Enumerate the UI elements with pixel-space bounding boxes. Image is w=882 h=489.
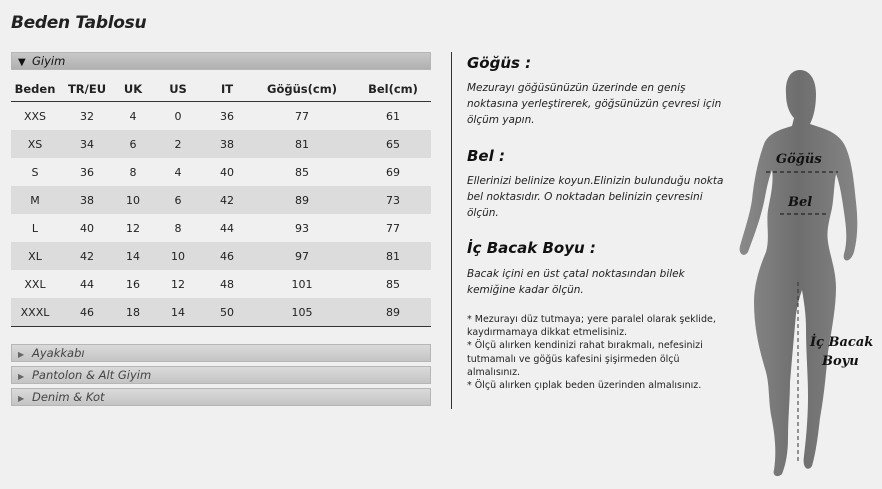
table-cell: 85 [386, 277, 400, 291]
table-cell: 38 [59, 186, 115, 214]
body-figure [730, 52, 882, 485]
table-cell: 8 [174, 221, 182, 235]
table-cell: 40 [80, 221, 94, 235]
table-cell: 36 [220, 109, 234, 123]
table-cell: 14 [115, 242, 151, 270]
column-header: US [151, 77, 205, 102]
table-cell: 36 [80, 165, 94, 179]
column-header: UK [115, 77, 151, 102]
table-row [11, 102, 431, 131]
table-cell: XXS [23, 109, 47, 123]
figure-label-inseam: İç Bacak [810, 335, 874, 350]
table-cell: 77 [386, 221, 400, 235]
measurement-notes [467, 313, 737, 392]
inseam-heading: İç Bacak Boyu : [467, 239, 596, 257]
note-line: * Mezurayı düz tutmaya; yere paralel olarak şeklide, [467, 314, 716, 325]
page-title: Beden Tablosu [11, 13, 147, 33]
table-cell: 65 [355, 130, 431, 158]
table-header-row [11, 77, 431, 102]
inseam-description [467, 266, 727, 298]
accordion-label: Denim & Kot [32, 390, 105, 404]
caret-right-icon: ▶ [18, 372, 25, 381]
table-cell: 8 [129, 165, 137, 179]
column-header: Bel(cm) [355, 77, 431, 102]
table-cell: 46 [205, 242, 249, 270]
caret-down-icon: ▼ [18, 57, 26, 68]
note-line: almalısınız. [467, 366, 521, 378]
table-cell: 69 [386, 165, 400, 179]
measure-lines [730, 52, 882, 485]
figure-label-inseam-2: Boyu [822, 354, 859, 369]
column-header: Beden [11, 77, 59, 102]
accordion-denim[interactable] [11, 388, 431, 406]
table-cell: 85 [295, 165, 309, 179]
table-cell: 38 [205, 130, 249, 158]
text-line: Mezurayı göğüsünüzün üzerinde en geniş [467, 82, 686, 94]
table-cell: 48 [220, 277, 234, 291]
table-cell: XS [11, 130, 59, 158]
text-line: noktasına yerleştirerek, göğsünüzün çevresi için [467, 98, 722, 110]
caret-right-icon: ▶ [18, 350, 25, 359]
table-cell: 89 [355, 298, 431, 327]
column-header: TR/EU [59, 77, 115, 102]
table-row [11, 270, 431, 298]
table-cell: 73 [355, 186, 431, 214]
table-cell: 42 [205, 186, 249, 214]
table-cell: 101 [291, 277, 313, 291]
text-line: ölçün. [467, 207, 499, 219]
table-row [11, 214, 431, 242]
table-row [11, 186, 431, 214]
table-cell: 44 [80, 277, 94, 291]
table-cell: 6 [115, 130, 151, 158]
table-cell: 44 [220, 221, 234, 235]
table-row [11, 298, 431, 327]
chest-description [467, 80, 727, 128]
table-cell: 89 [249, 186, 355, 214]
text-line: Ellerinizi belinize koyun.Elinizin bulunduğu nokta [467, 175, 724, 187]
size-table [11, 77, 431, 327]
table-cell: 16 [126, 277, 140, 291]
table-cell: 93 [295, 221, 309, 235]
accordion-ayakkabi[interactable] [11, 344, 431, 362]
note-line: * Ölçü alırken çıplak beden üzerinden almalısınız. [467, 380, 702, 392]
column-header: Göğüs(cm) [249, 77, 355, 102]
table-cell: S [31, 165, 39, 179]
figure-label-waist: Bel [788, 195, 813, 210]
table-cell: 14 [151, 298, 205, 327]
table-cell: 4 [129, 109, 137, 123]
waist-heading: Bel : [467, 147, 505, 165]
table-cell: 81 [249, 130, 355, 158]
text-line: Bacak içini en üst çatal noktasından bilek [467, 268, 685, 280]
table-cell: 81 [355, 242, 431, 270]
accordion-label: Giyim [32, 54, 66, 68]
note-line: tutmamalı ve göğüs kafesini şişirmeden ölçü [467, 353, 680, 365]
note-line: kaydırmamaya dikkat etmelisiniz. [467, 327, 628, 339]
table-cell: 50 [205, 298, 249, 327]
text-line: bel noktasıdır. O noktadan belinizin çevresini [467, 191, 703, 203]
table-cell: 61 [386, 109, 400, 123]
table-cell: 10 [151, 242, 205, 270]
waist-description [467, 173, 727, 221]
chest-heading: Göğüs : [467, 54, 532, 72]
accordion-giyim[interactable] [11, 52, 431, 70]
table-cell: 42 [59, 242, 115, 270]
table-cell: 34 [59, 130, 115, 158]
accordion-pantolon[interactable] [11, 366, 431, 384]
table-row [11, 242, 431, 270]
table-cell: 12 [171, 277, 185, 291]
table-cell: 97 [249, 242, 355, 270]
text-line: ölçüm yapın. [467, 114, 535, 126]
table-cell: 46 [59, 298, 115, 327]
caret-right-icon: ▶ [18, 394, 25, 403]
table-cell: 2 [151, 130, 205, 158]
note-line: * Ölçü alırken kendinizi rahat bırakmalı, nefesinizi [467, 340, 703, 352]
text-line: kemiğine kadar ölçün. [467, 284, 584, 296]
accordion-label: Pantolon & Alt Giyim [32, 368, 152, 382]
table-cell: XL [11, 242, 59, 270]
table-cell: XXXL [11, 298, 59, 327]
accordion-label: Ayakkabı [32, 346, 85, 360]
table-cell: 40 [220, 165, 234, 179]
table-cell: 18 [115, 298, 151, 327]
table-cell: 77 [295, 109, 309, 123]
table-cell: 10 [115, 186, 151, 214]
table-cell: 4 [174, 165, 182, 179]
table-row [11, 130, 431, 158]
table-cell: XXL [24, 277, 46, 291]
table-row [11, 158, 431, 186]
table-cell: 12 [126, 221, 140, 235]
vertical-divider [451, 52, 452, 409]
table-cell: 6 [151, 186, 205, 214]
table-cell: 105 [249, 298, 355, 327]
table-cell: 32 [80, 109, 94, 123]
table-cell: 0 [174, 109, 182, 123]
table-cell: L [31, 221, 39, 235]
column-header: IT [205, 77, 249, 102]
table-cell: M [11, 186, 59, 214]
figure-label-chest: Göğüs [776, 152, 822, 167]
